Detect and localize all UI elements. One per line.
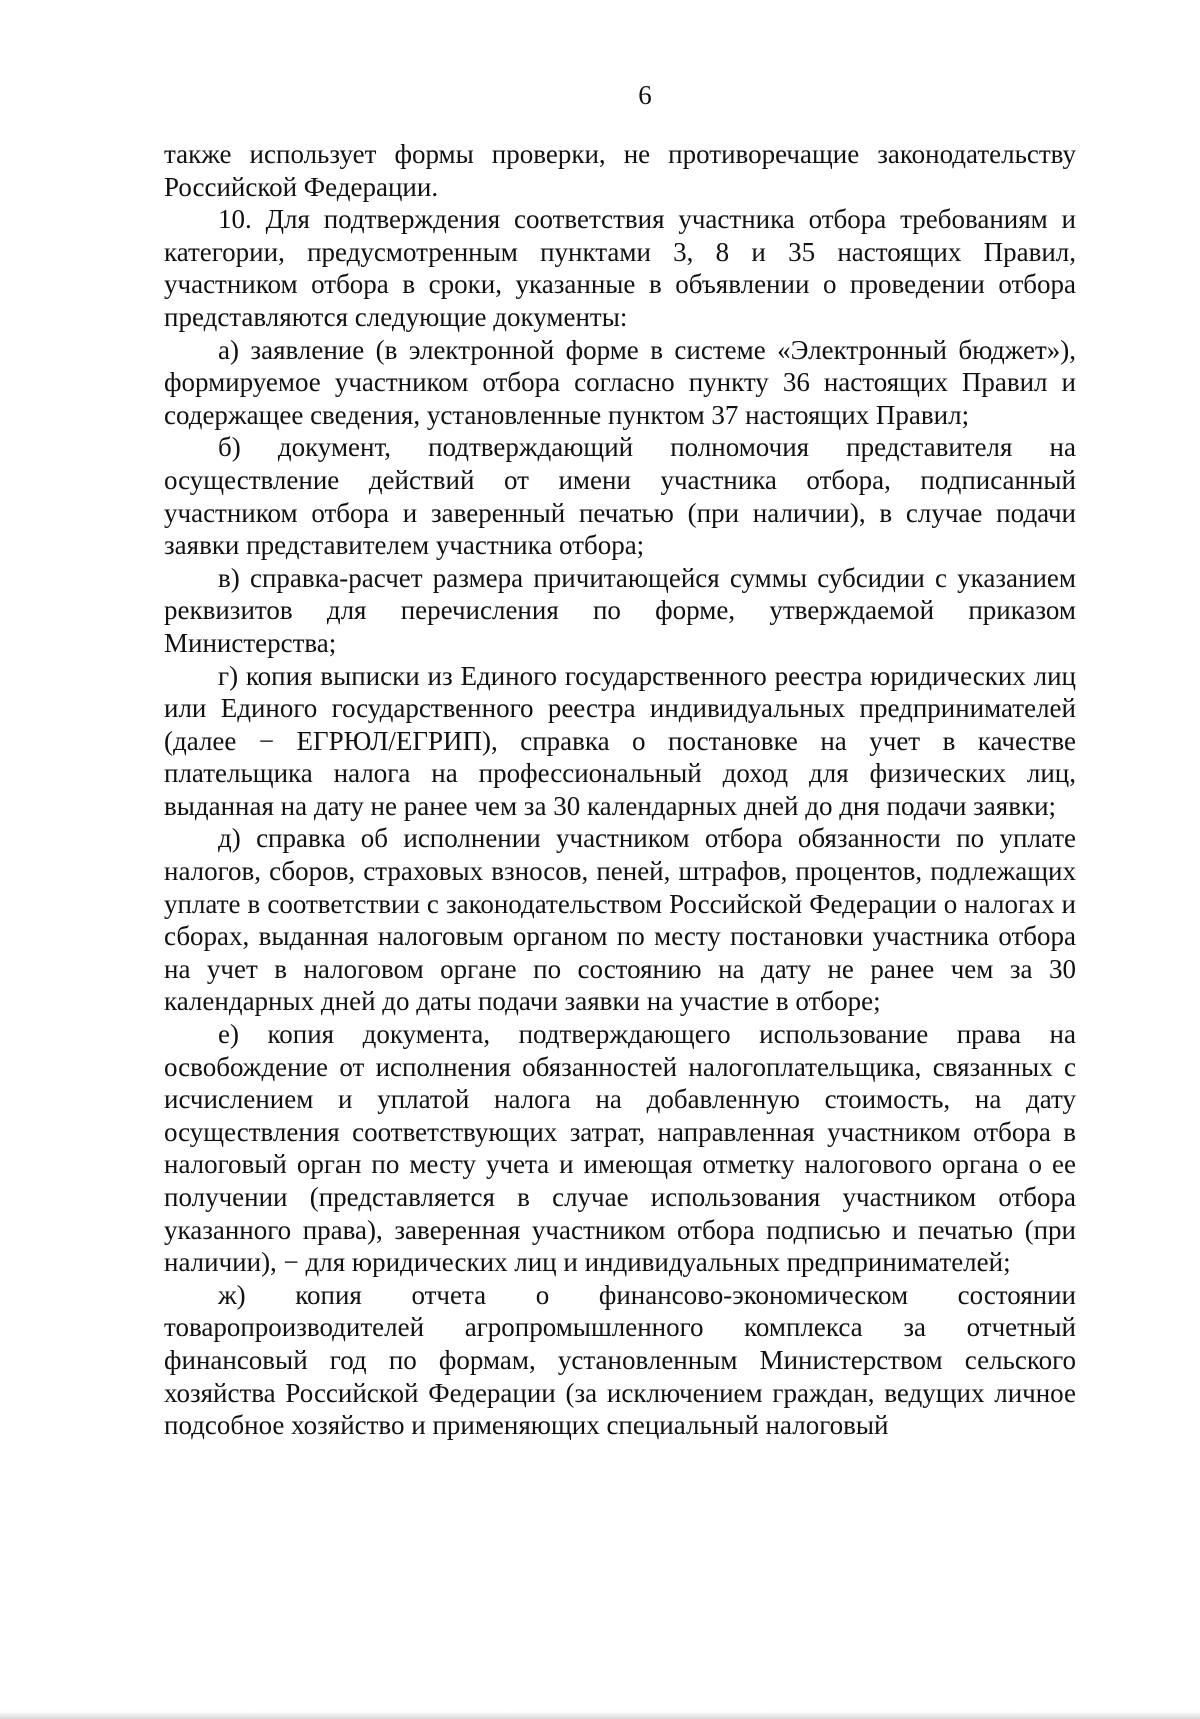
- paragraph-subitem-e: е) копия документа, подтверждающего использование права на освобождение от исполнения обязанностей налогоплательщика, связанных с исчислением и уплатой налога на добавленную стоимость, на дату осуществления соответствующих затрат, направленная участником отбора в налоговый орган по месту учета и имеющая отметку налогового органа о ее получении (представляется в случае использования участником отбора указанного права), заверенная участником отбора подписью и печатью (при наличии), − для юридических лиц и индивидуальных предпринимателей;: [164, 1019, 1076, 1278]
- paragraph-subitem-b: б) документ, подтверждающий полномочия представителя на осуществление действий от имени участника отбора, подписанный участником отбора и заверенный печатью (при наличии), в случае подачи заявки представителем участника отбора;: [164, 432, 1076, 561]
- paragraph-item-10: 10. Для подтверждения соответствия участника отбора требованиям и категории, предусмотренным пунктами 3, 8 и 35 настоящих Правил, участником отбора в сроки, указанные в объявлении о проведении отбора представляются следующие документы:: [164, 204, 1076, 332]
- paragraph-subitem-a: а) заявление (в электронной форме в системе «Электронный бюджет»), формируемое участником отбора согласно пункту 36 настоящих Правил и содержащее сведения, установленные пунктом 37 настоящих Правил;: [164, 334, 1076, 430]
- paragraph-continuation: также использует формы проверки, не противоречащие законодательству Российской Федерации.: [164, 139, 1076, 202]
- document-body: [164, 138, 1076, 1442]
- page-number: 6: [638, 80, 652, 110]
- paragraph-subitem-g: г) копия выписки из Единого государственного реестра юридических лиц или Единого государственного реестра индивидуальных предпринимателей (далее − ЕГРЮЛ/ЕГРИП), справка о постановке на учет в качестве плательщика налога на профессиональный доход для физических лиц, выданная на дату не ранее чем за 30 календарных дней до дня подачи заявки;: [164, 660, 1076, 821]
- scan-bottom-edge: [0, 1711, 1200, 1719]
- paragraph-subitem-v: в) справка-расчет размера причитающейся суммы субсидии с указанием реквизитов для перечисления по форме, утверждаемой приказом Министерства;: [164, 562, 1076, 658]
- paragraph-subitem-d: д) справка об исполнении участником отбора обязанности по уплате налогов, сборов, страховых взносов, пеней, штрафов, процентов, подлежащих уплате в соответствии с законодательством Российской Федерации о налогах и сборах, выданная налоговым органом по месту постановки участника отбора на учет в налоговом органе по состоянию на дату не ранее чем за 30 календарных дней до даты подачи заявки на участие в отборе;: [164, 823, 1076, 1017]
- paragraph-subitem-zh: ж) копия отчета о финансово-экономическом состоянии товаропроизводителей агропромышленного комплекса за отчетный финансовый год по формам, установленным Министерством сельского хозяйства Российской Федерации (за исключением граждан, ведущих личное подсобное хозяйство и применяющих специальный налоговый: [164, 1279, 1076, 1441]
